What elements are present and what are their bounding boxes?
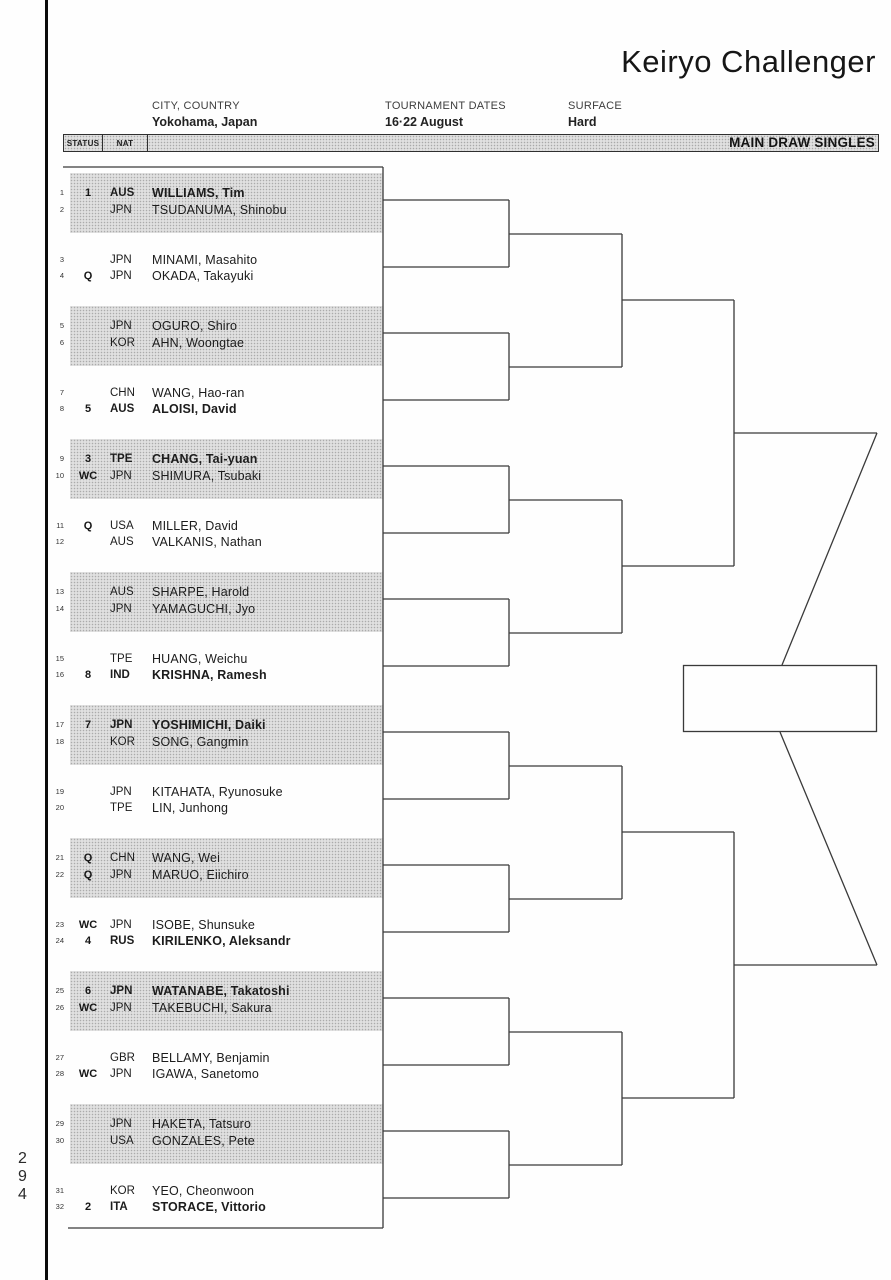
- player-row: [50, 384, 383, 402]
- player-row: [50, 201, 383, 219]
- draw-position: 31: [55, 1185, 64, 1195]
- player-row: [50, 650, 383, 668]
- player-nationality: JPN: [110, 253, 132, 266]
- player-name: WATANABE, Takatoshi: [152, 984, 290, 998]
- draw-position: 26: [55, 1002, 64, 1012]
- surface-value: Hard: [568, 115, 597, 129]
- player-status: Q: [83, 519, 93, 532]
- player-status: 7: [84, 719, 92, 731]
- player-row: [50, 932, 383, 950]
- player-status: [74, 1115, 102, 1133]
- draw-position: 21: [55, 853, 64, 862]
- player-row: [50, 799, 383, 817]
- player-name: HUANG, Weichu: [152, 651, 248, 666]
- tournament-dates-value: 16·22 August: [385, 115, 464, 129]
- player-name: LIN, Junhong: [152, 801, 229, 815]
- player-nationality: GBR: [110, 1051, 135, 1064]
- player-status: WC: [78, 469, 98, 482]
- status-column-header: STATUS: [64, 135, 103, 151]
- player-name: MILLER, David: [152, 518, 239, 533]
- player-status: [74, 783, 102, 801]
- player-nationality: AUS: [110, 403, 135, 415]
- player-status: [74, 251, 102, 269]
- player-name: KRISHNA, Ramesh: [152, 668, 267, 682]
- player-name: SHARPE, Harold: [152, 585, 250, 599]
- player-nationality: JPN: [110, 203, 132, 216]
- player-row: [50, 533, 383, 551]
- player-nationality: CHN: [110, 386, 135, 399]
- draw-position: 17: [55, 720, 64, 729]
- player-nationality: USA: [110, 519, 134, 532]
- player-name: ISOBE, Shunsuke: [152, 917, 256, 932]
- player-name: GONZALES, Pete: [152, 1133, 255, 1148]
- draw-position: 15: [55, 653, 64, 663]
- player-name: KIRILENKO, Aleksandr: [152, 934, 291, 948]
- draw-position: 1: [59, 188, 64, 197]
- draw-position: 4: [59, 271, 64, 280]
- draw-position: 13: [55, 587, 64, 596]
- player-status: [74, 334, 102, 352]
- draw-position: 18: [55, 736, 64, 746]
- player-status: Q: [83, 270, 93, 282]
- draw-position: 25: [55, 986, 64, 995]
- player-name: OKADA, Takayuki: [152, 269, 254, 283]
- player-status: [74, 733, 102, 751]
- draw-position: 27: [55, 1052, 64, 1062]
- player-status: [74, 583, 102, 601]
- player-row: [50, 783, 383, 801]
- player-status: WC: [78, 1068, 98, 1080]
- draw-position: 19: [55, 786, 64, 796]
- player-name: BELLAMY, Benjamin: [152, 1050, 270, 1065]
- player-nationality: JPN: [110, 918, 132, 931]
- player-row: [50, 317, 383, 335]
- player-nationality: JPN: [110, 1118, 132, 1130]
- player-row: [50, 184, 383, 202]
- page-number: 294: [18, 1150, 27, 1203]
- player-row: [50, 982, 383, 1000]
- player-row: [50, 334, 383, 352]
- player-status: [74, 1132, 102, 1150]
- city-country-label: CITY, COUNTRY: [152, 100, 240, 112]
- player-nationality: JPN: [110, 1001, 132, 1014]
- draw-type-label: MAIN DRAW SINGLES: [729, 135, 875, 150]
- player-status: 8: [84, 669, 92, 681]
- player-nationality: KOR: [110, 735, 135, 748]
- player-nationality: TPE: [110, 453, 133, 465]
- player-name: WILLIAMS, Tim: [152, 186, 245, 200]
- player-status: 4: [84, 935, 92, 947]
- player-row: [50, 267, 383, 285]
- draw-position: 8: [59, 404, 64, 413]
- player-name: VALKANIS, Nathan: [152, 535, 262, 549]
- player-name: AHN, Woongtae: [152, 335, 245, 350]
- player-nationality: JPN: [110, 868, 132, 881]
- player-row: [50, 866, 383, 884]
- player-name: HAKETA, Tatsuro: [152, 1117, 252, 1131]
- player-status: 2: [84, 1201, 92, 1213]
- player-nationality: JPN: [110, 719, 133, 731]
- player-status: [74, 533, 102, 551]
- player-name: ALOISI, David: [152, 402, 237, 416]
- surface-label: SURFACE: [568, 100, 623, 112]
- player-nationality: RUS: [110, 935, 135, 947]
- draw-position: 30: [55, 1135, 64, 1145]
- draw-position: 12: [55, 537, 64, 546]
- player-nationality: JPN: [110, 270, 132, 282]
- player-nationality: JPN: [110, 985, 133, 997]
- player-nationality: AUS: [110, 187, 135, 199]
- player-name: YAMAGUCHI, Jyo: [152, 601, 256, 616]
- player-name: SHIMURA, Tsubaki: [152, 468, 262, 483]
- player-nationality: ITA: [110, 1201, 128, 1213]
- tournament-title: Keiryo Challenger: [621, 44, 876, 79]
- draw-position: 24: [55, 936, 64, 945]
- player-status: 3: [84, 453, 92, 465]
- player-row: [50, 1132, 383, 1150]
- player-name: WANG, Wei: [152, 851, 221, 865]
- player-status: [74, 201, 102, 219]
- player-name: KITAHATA, Ryunosuke: [152, 784, 283, 799]
- player-name: TAKEBUCHI, Sakura: [152, 1000, 272, 1015]
- player-status: 1: [84, 187, 92, 199]
- player-status: 5: [84, 403, 92, 415]
- nat-column-header: NAT: [103, 135, 148, 151]
- player-name: MARUO, Eiichiro: [152, 867, 249, 882]
- draw-position: 14: [55, 603, 64, 613]
- player-row: [50, 1065, 383, 1083]
- player-row: [50, 1049, 383, 1067]
- player-status: [74, 384, 102, 402]
- tournament-dates-label: TOURNAMENT DATES: [385, 100, 506, 112]
- player-nationality: IND: [110, 669, 130, 681]
- player-nationality: CHN: [110, 852, 135, 864]
- player-row: [50, 849, 383, 867]
- player-row: [50, 1198, 383, 1216]
- draw-position: 22: [55, 869, 64, 879]
- player-status: WC: [78, 918, 98, 931]
- draw-position: 32: [55, 1202, 64, 1211]
- player-name: WANG, Hao-ran: [152, 385, 245, 400]
- player-nationality: JPN: [110, 469, 132, 482]
- player-status: [74, 1049, 102, 1067]
- draw-position: 9: [59, 454, 64, 463]
- player-status: [74, 650, 102, 668]
- player-status: [74, 600, 102, 618]
- draw-position: 6: [59, 337, 64, 347]
- player-row: [50, 517, 383, 535]
- player-nationality: KOR: [110, 1184, 135, 1197]
- player-nationality: JPN: [110, 320, 132, 332]
- draw-position: 28: [55, 1069, 64, 1078]
- player-name: STORACE, Vittorio: [152, 1200, 266, 1214]
- player-nationality: TPE: [110, 652, 133, 665]
- player-name: SONG, Gangmin: [152, 734, 249, 749]
- player-name: YEO, Cheonwoon: [152, 1183, 255, 1198]
- player-status: Q: [83, 852, 93, 864]
- player-nationality: JPN: [110, 785, 132, 798]
- draw-position: 2: [59, 204, 64, 214]
- draw-position: 23: [55, 919, 64, 929]
- player-name: OGURO, Shiro: [152, 319, 238, 333]
- player-row: [50, 666, 383, 684]
- player-status: Q: [83, 868, 93, 881]
- player-nationality: KOR: [110, 336, 135, 349]
- draw-position: 3: [59, 254, 64, 264]
- player-row: [50, 733, 383, 751]
- player-status: 6: [84, 985, 92, 997]
- player-row: [50, 600, 383, 618]
- player-status: [74, 1182, 102, 1200]
- draw-position: 7: [59, 387, 64, 397]
- draw-position: 29: [55, 1119, 64, 1128]
- player-row: [50, 916, 383, 934]
- player-row: [50, 999, 383, 1017]
- draw-position: 5: [59, 321, 64, 330]
- player-row: [50, 450, 383, 468]
- player-status: WC: [78, 1001, 98, 1014]
- player-row: [50, 583, 383, 601]
- player-name: TSUDANUMA, Shinobu: [152, 202, 287, 217]
- player-row: [50, 467, 383, 485]
- player-nationality: AUS: [110, 536, 134, 548]
- player-nationality: USA: [110, 1134, 134, 1147]
- player-nationality: TPE: [110, 802, 133, 814]
- player-nationality: AUS: [110, 586, 134, 598]
- player-row: [50, 1115, 383, 1133]
- player-row: [50, 251, 383, 269]
- player-name: CHANG, Tai-yuan: [152, 452, 258, 466]
- player-status: [74, 317, 102, 335]
- draw-position: 11: [56, 520, 64, 530]
- player-status: [74, 799, 102, 817]
- player-name: YOSHIMICHI, Daiki: [152, 718, 266, 732]
- draw-position: 10: [55, 470, 64, 480]
- player-row: [50, 400, 383, 418]
- player-name: IGAWA, Sanetomo: [152, 1067, 259, 1081]
- draw-position: 20: [55, 803, 64, 812]
- player-name: MINAMI, Masahito: [152, 252, 258, 267]
- player-nationality: JPN: [110, 1068, 132, 1080]
- player-nationality: JPN: [110, 602, 132, 615]
- final-box: [684, 666, 877, 732]
- player-row: [50, 1182, 383, 1200]
- draw-position: 16: [55, 670, 64, 679]
- city-country-value: Yokohama, Japan: [152, 115, 258, 129]
- player-row: [50, 716, 383, 734]
